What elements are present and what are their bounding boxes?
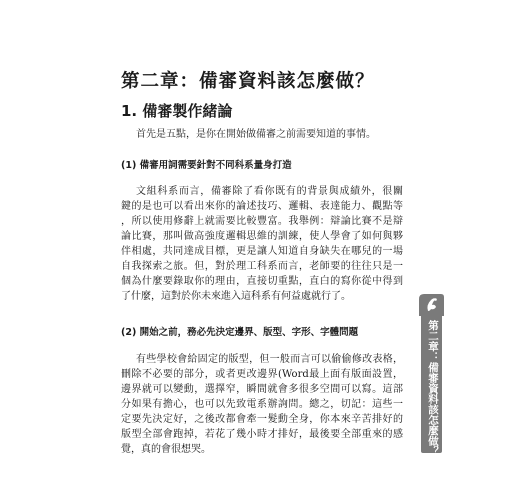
section-title: 1. 備審製作緒論 xyxy=(121,102,233,120)
paragraph-2-line: 邊界就可以變動，選擇窄，瞬間就會多很多空間可以寫。這部 xyxy=(121,384,403,395)
paragraph-1-line: 論比賽，那叫做高強度邏輯思維的訓練，使人學會了如何與夥 xyxy=(121,231,403,242)
paragraph-1-line: 鍵的是也可以看出來你的論述技巧、邏輯、表達能力、觀點等 xyxy=(121,201,403,212)
paragraph-2-line: 分如果有擔心，也可以先致電系辦詢問。總之，切記：這些一 xyxy=(121,399,403,410)
paragraph-2-line: 覺，真的會很想哭。 xyxy=(121,444,211,455)
paragraph-2-line: 有些學校會給固定的版型，但一般而言可以偷偷修改表格， xyxy=(136,354,403,365)
paragraph-1-line: 了什麼，這對於你未來進入這科系有何益處就行了。 xyxy=(121,291,351,302)
chapter-title: 第二章：備審資料該怎麼做？ xyxy=(121,71,375,92)
paragraph-1-line: 文組科系而言，備審除了看你既有的背景與成績外，很關 xyxy=(136,186,403,197)
paragraph-2-line: 定要先決定好，之後改都會牽一髮動全身，你本來辛苦排好的 xyxy=(121,414,403,425)
paragraph-2-line: 版型全部會跑掉，若花了幾小時才排好，最後要全部重來的感 xyxy=(121,429,403,440)
side-tab-label: 第二章：備審資料該怎麼做？ xyxy=(427,320,439,457)
subheading-2: (2) 開始之前，務必先決定邊界、版型、字形、字體問題 xyxy=(121,327,359,338)
chapter-tab-icon xyxy=(419,294,444,316)
paragraph-2-line: 刪除不必要的部分，或者更改邊界(Word最上面有版面設置， xyxy=(121,369,403,380)
intro-paragraph: 首先是五點，是你在開始做備審之前需要知道的事情。 xyxy=(136,129,376,140)
subheading-1: (1) 備審用詞需要針對不同科系量身打造 xyxy=(121,160,292,171)
paragraph-1-line: 個為什麼要錄取你的理由，直接切重點，直白的寫你從中得到 xyxy=(121,276,403,287)
paragraph-1-line: 伴相處，共同達成目標，更是讓人知道自身缺失在哪兒的一場 xyxy=(121,246,403,257)
paragraph-1-line: 自我探索之旅。但，對於理工科系而言，老師要的往往只是一 xyxy=(121,261,403,272)
paragraph-1-line: ，所以使用修辭上就需要比較豐富。我舉例：辯論比賽不是辯 xyxy=(121,216,403,227)
